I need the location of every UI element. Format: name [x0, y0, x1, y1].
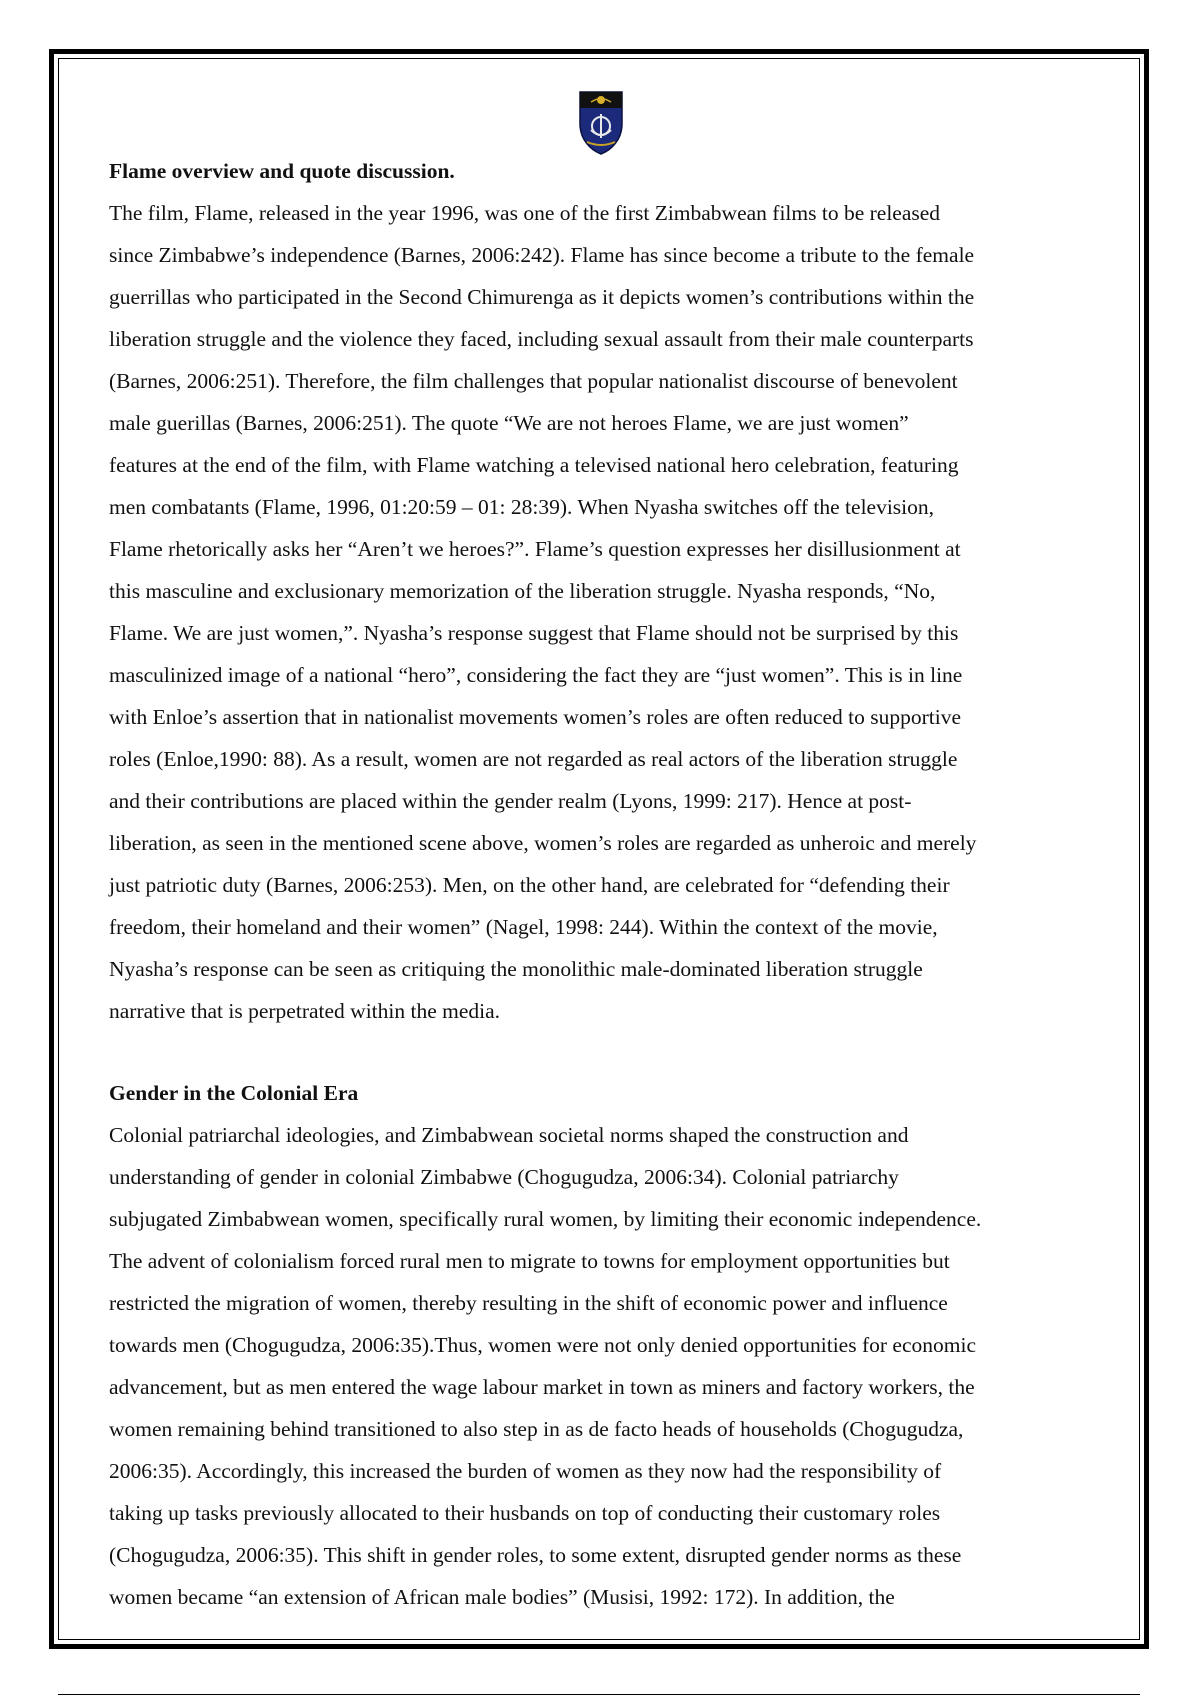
paragraph-line: Flame. We are just women,”. Nyasha’s response suggest that Flame should not be surprised by this	[109, 621, 959, 645]
paragraph-line: understanding of gender in colonial Zimbabwe (Chogugudza, 2006:34). Colonial patriarchy	[109, 1165, 899, 1189]
university-crest-icon	[577, 90, 625, 156]
section-spacer	[109, 1032, 1099, 1072]
paragraph-line: Flame rhetorically asks her “Aren’t we heroes?”. Flame’s question expresses her disillusionment at	[109, 537, 961, 561]
paragraph-line: The advent of colonialism forced rural men to migrate to towns for employment opportunities but	[109, 1249, 950, 1273]
paragraph-line: restricted the migration of women, thereby resulting in the shift of economic power and influence	[109, 1291, 948, 1315]
paragraph-line: women became “an extension of African male bodies” (Musisi, 1992: 172). In addition, the	[109, 1585, 895, 1609]
paragraph-line: taking up tasks previously allocated to their husbands on top of conducting their customary roles	[109, 1501, 941, 1525]
paragraph-line: just patriotic duty (Barnes, 2006:253). Men, on the other hand, are celebrated for “defending their	[109, 873, 950, 897]
paragraph-line: subjugated Zimbabwean women, specifically rural women, by limiting their economic independence.	[109, 1207, 982, 1231]
paragraph-line: advancement, but as men entered the wage labour market in town as miners and factory workers, the	[109, 1375, 975, 1399]
paragraph-line: guerrillas who participated in the Second Chimurenga as it depicts women’s contributions within the	[109, 285, 975, 309]
paragraph-line: and their contributions are placed within the gender realm (Lyons, 1999: 217). Hence at post-	[109, 789, 912, 813]
paragraph-line: women remaining behind transitioned to also step in as de facto heads of households (Chogugudza,	[109, 1417, 964, 1441]
paragraph-line: (Chogugudza, 2006:35). This shift in gender roles, to some extent, disrupted gender norms as these	[109, 1543, 962, 1567]
paragraph-line: liberation struggle and the violence they faced, including sexual assault from their male counterparts	[109, 327, 974, 351]
paragraph-line: The film, Flame, released in the year 1996, was one of the first Zimbabwean films to be released	[109, 201, 941, 225]
paragraph-line: male guerillas (Barnes, 2006:251). The quote “We are not heroes Flame, we are just women”	[109, 411, 909, 435]
paragraph-line: Colonial patriarchal ideologies, and Zimbabwean societal norms shaped the construction and	[109, 1123, 909, 1147]
section-flame-overview	[109, 150, 1099, 1032]
paragraph-line: towards men (Chogugudza, 2006:35).Thus, women were not only denied opportunities for economic	[109, 1333, 976, 1357]
footer-rule	[58, 1694, 1140, 1695]
paragraph-line: (Barnes, 2006:251). Therefore, the film challenges that popular nationalist discourse of benevolent	[109, 369, 958, 393]
paragraph-line: with Enloe’s assertion that in nationalist movements women’s roles are often reduced to supportive	[109, 705, 962, 729]
paragraph-line: men combatants (Flame, 1996, 01:20:59 – 01: 28:39). When Nyasha switches off the television,	[109, 495, 935, 519]
paragraph-line: masculinized image of a national “hero”, considering the fact they are “just women”. This is in line	[109, 663, 963, 687]
section-heading: Gender in the Colonial Era	[109, 1081, 359, 1105]
paragraph-line: features at the end of the film, with Flame watching a televised national hero celebration, featuring	[109, 453, 959, 477]
paragraph-line: since Zimbabwe’s independence (Barnes, 2006:242). Flame has since become a tribute to the female	[109, 243, 975, 267]
section-heading: Flame overview and quote discussion.	[109, 159, 455, 183]
paragraph-line: freedom, their homeland and their women” (Nagel, 1998: 244). Within the context of the movie,	[109, 915, 938, 939]
paragraph-line: 2006:35). Accordingly, this increased the burden of women as they now had the responsibility of	[109, 1459, 942, 1483]
document-body	[109, 150, 1099, 1618]
paragraph-line: narrative that is perpetrated within the media.	[109, 999, 501, 1023]
section-gender-colonial-era	[109, 1072, 1099, 1618]
paragraph-line: liberation, as seen in the mentioned scene above, women’s roles are regarded as unheroic and merely	[109, 831, 977, 855]
paragraph-line: Nyasha’s response can be seen as critiquing the monolithic male-dominated liberation struggle	[109, 957, 923, 981]
paragraph-line: this masculine and exclusionary memorization of the liberation struggle. Nyasha responds, “No,	[109, 579, 936, 603]
paragraph-line: roles (Enloe,1990: 88). As a result, women are not regarded as real actors of the liberation struggle	[109, 747, 958, 771]
